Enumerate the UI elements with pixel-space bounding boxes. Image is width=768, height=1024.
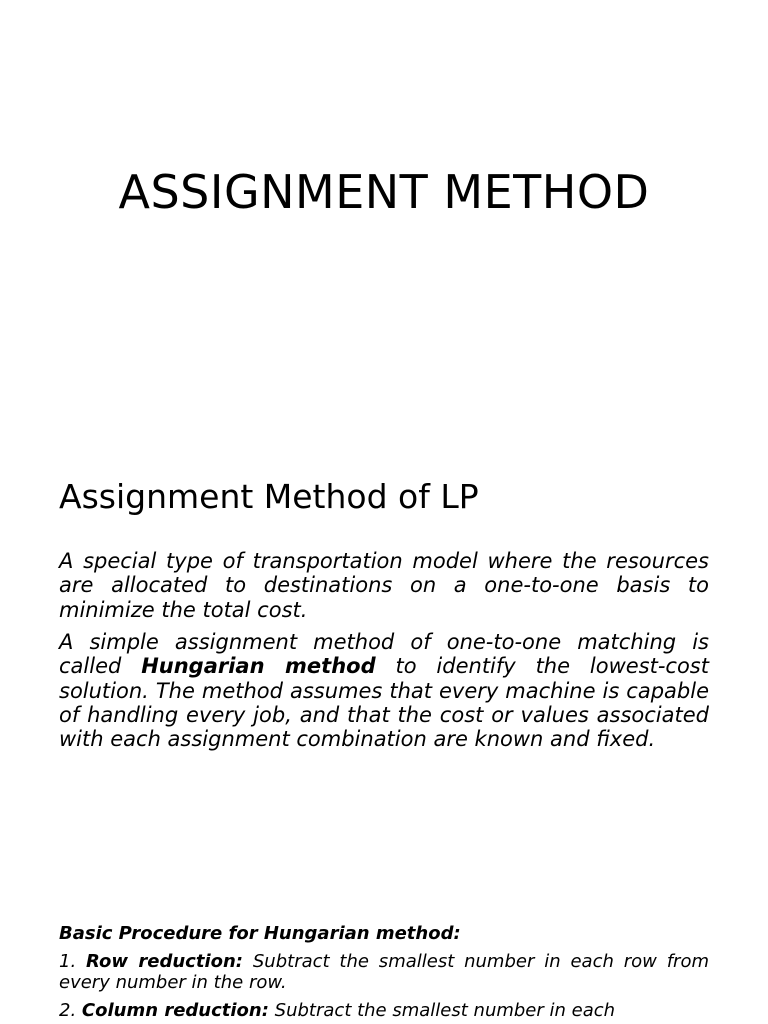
step-text: Subtract the smallest number in each xyxy=(274,1000,616,1021)
procedure-step xyxy=(59,1001,709,1022)
hungarian-paragraph-lead: A simple assignment method of one-to-one matching is called xyxy=(59,630,709,679)
page-title: ASSIGNMENT METHOD xyxy=(118,165,650,219)
step-text: Subtract the smallest number in each row from every number in the row. xyxy=(59,951,709,993)
definition-paragraph: A special type of transportation model where the resources are allocated to destinations on a one-to-one basis to minimize the total cost. xyxy=(59,549,709,622)
step-label: Row reduction: xyxy=(86,951,244,972)
procedure-heading: Basic Procedure for Hungarian method: xyxy=(59,923,461,944)
procedure-step xyxy=(59,952,709,993)
step-number: 2. xyxy=(59,1000,77,1021)
hungarian-method-term: Hungarian method xyxy=(141,654,376,679)
step-label: Column reduction: xyxy=(81,1000,269,1021)
step-number: 1. xyxy=(59,951,77,972)
hungarian-paragraph xyxy=(59,630,709,751)
section-heading: Assignment Method of LP xyxy=(59,477,479,516)
hungarian-paragraph-rest: to identify the lowest-cost solution. The method assumes that every machine is capable of handling every job, and that the cost or values associated with each assignment combination are known and fixed. xyxy=(59,654,709,752)
